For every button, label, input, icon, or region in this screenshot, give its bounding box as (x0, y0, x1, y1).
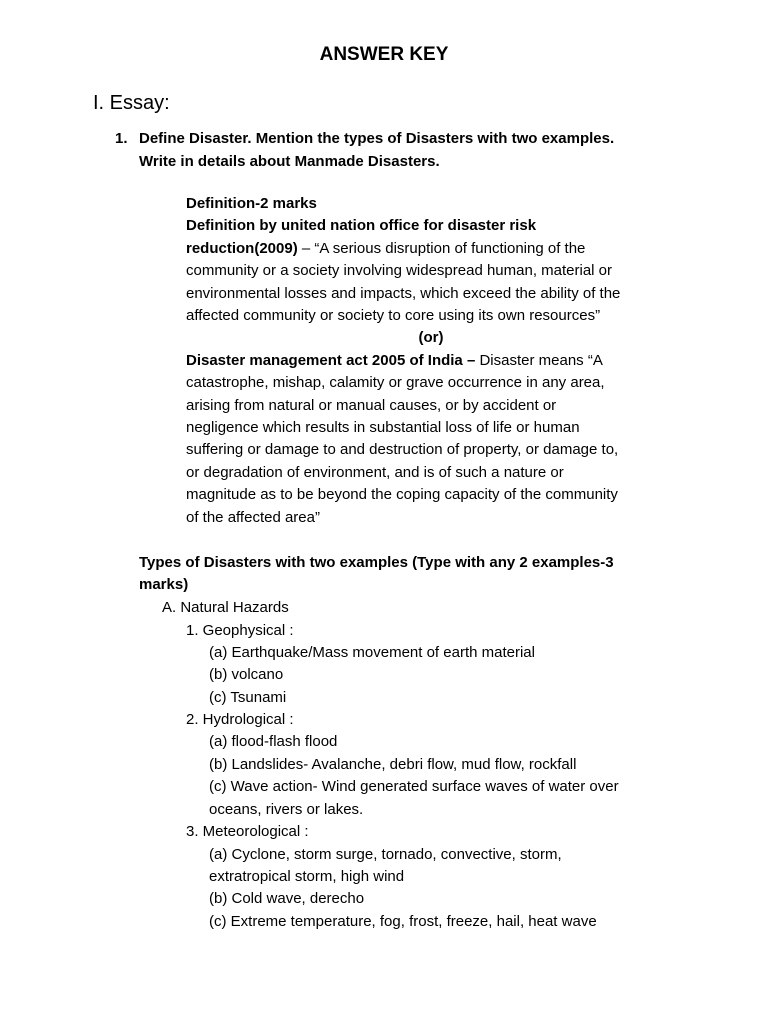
dm-definition-text-3: arising from natural or manual causes, or by accident or (186, 396, 557, 414)
geophysical-item-a: (a) Earthquake/Mass movement of earth material (209, 644, 535, 661)
question-line-2: Write in details about Manmade Disasters. (139, 153, 440, 170)
hydrological-item-c-line-2: oceans, rivers or lakes. (209, 801, 364, 818)
geophysical-item-c: (c) Tsunami (209, 689, 287, 706)
un-definition-text-3: environmental losses and impacts, which exceed the ability of the (186, 284, 621, 302)
dm-definition-text-8: of the affected area” (186, 508, 320, 526)
question-line-1: Define Disaster. Mention the types of Disasters with two examples. (139, 130, 615, 147)
or-separator: (or) (418, 329, 444, 347)
un-definition-text-4: affected community or society to core using its own resources” (186, 307, 601, 325)
meteorological-title: 3. Meteorological : (186, 823, 309, 840)
hydrological-item-c-line-1: (c) Wave action- Wind generated surface waves of water over (209, 778, 619, 795)
section-heading: I. Essay: (93, 92, 170, 114)
hydrological-item-b: (b) Landslides- Avalanche, debri flow, mud flow, rockfall (209, 756, 577, 773)
hydrological-item-a: (a) flood-flash flood (209, 733, 338, 750)
meteorological-item-a-line-2: extratropical storm, high wind (209, 868, 405, 885)
un-definition-label-2: reduction(2009) (186, 239, 298, 257)
question-number: 1. (115, 130, 128, 147)
question-1 (115, 127, 675, 173)
hydrological-title: 2. Hydrological : (186, 711, 294, 728)
un-definition-text-1: – “A serious disruption of functioning of the (297, 239, 586, 257)
dm-definition-text-7: magnitude as to be beyond the coping capacity of the community (186, 486, 618, 504)
meteorological-item-a-line-1: (a) Cyclone, storm surge, tornado, convective, storm, (209, 846, 562, 863)
definition-block (186, 193, 676, 529)
un-definition-label-1: Definition by united nation office for disaster risk (186, 217, 537, 235)
dm-definition-text-1: Disaster means “A (479, 351, 603, 369)
page-title: ANSWER KEY (319, 44, 449, 65)
types-heading-line-1: Types of Disasters with two examples (Type with any 2 examples-3 (139, 554, 614, 571)
geophysical-title: 1. Geophysical : (186, 622, 294, 639)
dm-definition-line-1 (186, 350, 676, 372)
types-heading-line-2: marks) (139, 576, 189, 594)
geophysical-item-b: (b) volcano (209, 666, 284, 683)
dm-definition-text-6: or degradation of environment, and is of such a nature or (186, 463, 564, 481)
meteorological-item-b: (b) Cold wave, derecho (209, 890, 365, 907)
types-heading (139, 552, 659, 597)
category-natural-hazards: A. Natural Hazards (162, 599, 289, 616)
dm-definition-label: Disaster management act 2005 of India – (186, 351, 480, 369)
dm-definition-text-5: suffering or damage to and destruction of property, or damage to, (186, 441, 619, 459)
un-definition-text-2: community or a society involving widespread human, material or (186, 262, 613, 280)
definition-marks: Definition-2 marks (186, 195, 317, 212)
dm-definition-text-4: negligence which results in substantial loss of life or human (186, 419, 580, 437)
meteorological-item-c: (c) Extreme temperature, fog, frost, freeze, hail, heat wave (209, 913, 597, 930)
dm-definition-text-2: catastrophe, mishap, calamity or grave occurrence in any area, (186, 374, 605, 392)
un-definition-line-1 (186, 238, 676, 260)
